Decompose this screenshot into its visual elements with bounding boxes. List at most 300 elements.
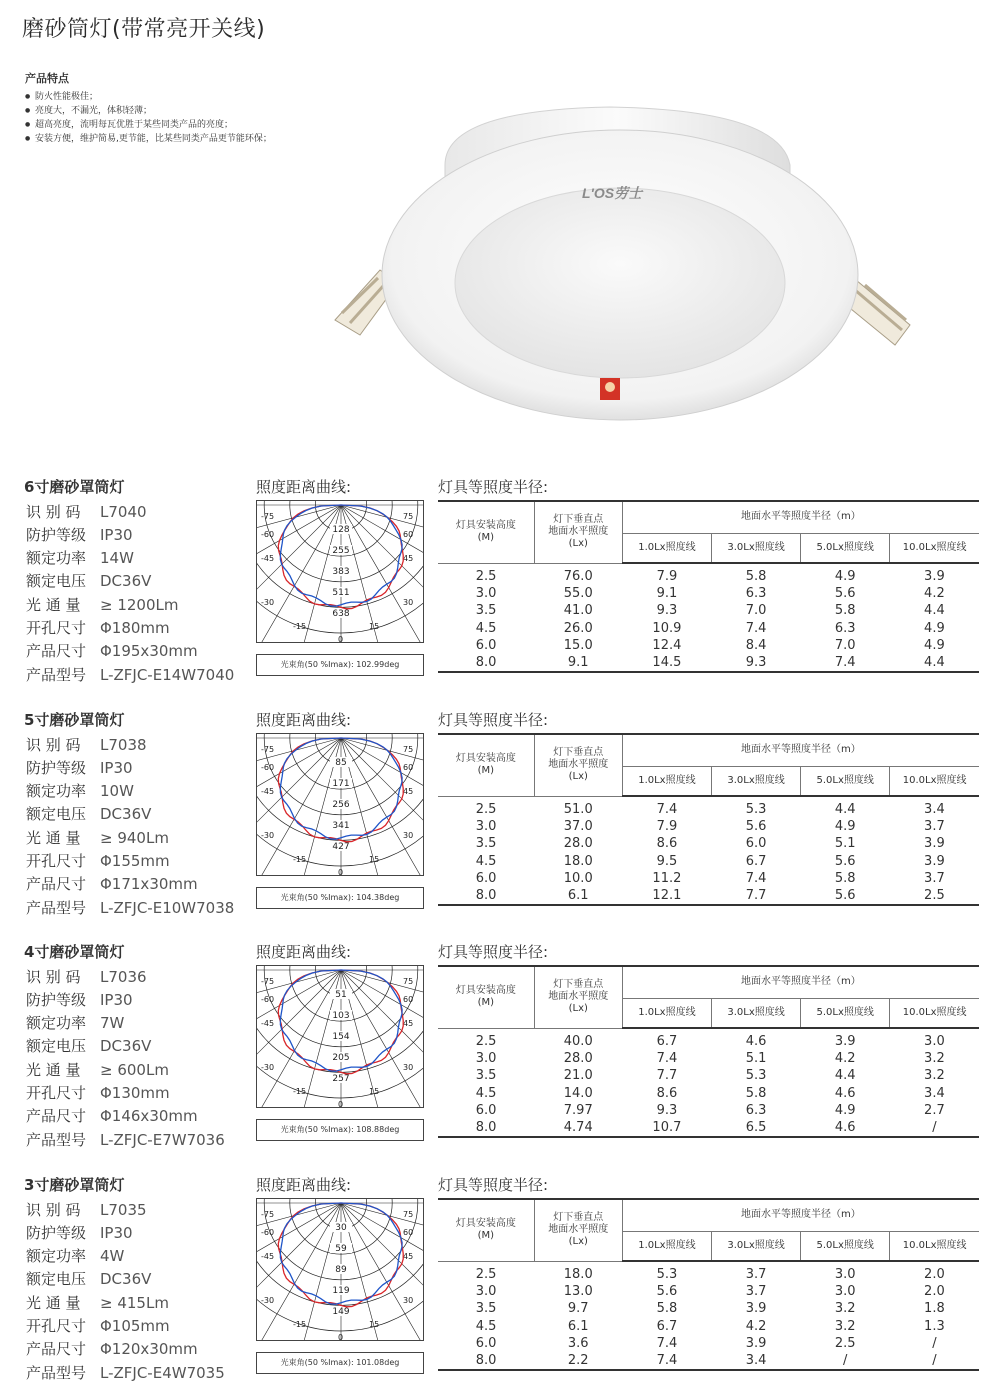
table-cell: 37.0 xyxy=(563,819,593,835)
intensity-label: 85 xyxy=(335,757,347,768)
table-cell: 3.9 xyxy=(745,1336,767,1352)
table-cell: 3.9 xyxy=(834,1034,856,1049)
table-cell: 13.0 xyxy=(563,1284,593,1300)
table-cell: 3.0 xyxy=(475,586,497,602)
table-cell: / xyxy=(932,1336,937,1352)
table-cell: 2.5 xyxy=(890,887,979,905)
spec-flux: 光 通 量 ≥ 600Lm xyxy=(26,1061,169,1079)
intensity-label: 103 xyxy=(332,1010,350,1021)
angle-label: -30 xyxy=(261,831,275,840)
table-cell: 3.2 xyxy=(834,1301,856,1317)
table-cell: 3.5 xyxy=(475,1068,497,1084)
section-title: 6寸磨砂罩筒灯 xyxy=(24,478,125,496)
table-cell: 2.5 xyxy=(834,1336,856,1352)
table-row xyxy=(438,1028,979,1050)
table-cell: 4.4 xyxy=(834,802,856,817)
th-radius: 地面水平等照度半径（m） xyxy=(622,734,979,766)
table-cell: 3.9 xyxy=(745,1301,767,1317)
intensity-label: 119 xyxy=(332,1285,350,1296)
table-cell: 11.2 xyxy=(652,871,682,887)
table-cell: 3.0 xyxy=(834,1284,856,1300)
table-cell: 28.0 xyxy=(563,1051,593,1067)
intensity-label: 256 xyxy=(332,799,350,810)
table-cell: 8.6 xyxy=(656,1085,678,1101)
table-cell: 4.9 xyxy=(834,569,856,584)
table-row xyxy=(438,1300,979,1317)
section-title: 4寸磨砂罩筒灯 xyxy=(24,943,125,961)
angle-label: -75 xyxy=(261,977,275,986)
table-cell: 6.1 xyxy=(534,887,622,905)
table-cell: 28.0 xyxy=(563,836,593,852)
table-row xyxy=(438,620,979,637)
spec-flux: 光 通 量 ≥ 415Lm xyxy=(26,1294,169,1312)
th-r3: 3.0Lx照度线 xyxy=(711,1231,800,1261)
table-cell: 3.6 xyxy=(567,1336,589,1352)
table-cell: 12.4 xyxy=(652,638,682,654)
table-cell: 5.8 xyxy=(656,1301,678,1317)
table-cell: 7.4 xyxy=(656,802,678,817)
polar-curve-chart xyxy=(256,733,424,876)
curve-title: 照度距离曲线: xyxy=(256,1176,352,1194)
spec-flux: 光 通 量 ≥ 940Lm xyxy=(26,829,169,847)
table-cell: 26.0 xyxy=(563,620,593,636)
table-cell: 40.0 xyxy=(563,1033,593,1049)
table-cell: 7.4 xyxy=(656,1051,678,1067)
angle-label: -45 xyxy=(261,1252,275,1261)
table-row xyxy=(438,1318,979,1335)
table-cell: 9.5 xyxy=(656,853,678,869)
table-cell: 2.7 xyxy=(924,1103,945,1119)
angle-label: 0 xyxy=(338,868,344,876)
spec-id: 识 别 码 L7035 xyxy=(26,1201,147,1219)
table-row xyxy=(438,1102,979,1119)
intensity-label: 511 xyxy=(332,587,350,598)
angle-label: 75 xyxy=(403,977,414,986)
table-cell: 3.0 xyxy=(924,1034,945,1049)
th-r3: 3.0Lx照度线 xyxy=(711,533,800,563)
intensity-label: 149 xyxy=(332,1306,350,1317)
th-r5: 5.0Lx照度线 xyxy=(801,1231,890,1261)
table-cell: 3.0 xyxy=(475,1284,497,1300)
table-row xyxy=(438,1283,979,1300)
table-cell: 3.5 xyxy=(475,1301,497,1317)
angle-label: 0 xyxy=(338,1100,344,1108)
table-cell: 3.4 xyxy=(711,1352,800,1370)
table-cell: 6.1 xyxy=(567,1318,589,1334)
spec-model: 产品型号 L-ZFJC-E4W7035 xyxy=(26,1364,225,1382)
spec-model: 产品型号 L-ZFJC-E10W7038 xyxy=(26,899,235,917)
angle-label: 0 xyxy=(338,635,344,643)
th-radius: 地面水平等照度半径（m） xyxy=(622,966,979,998)
polar-curve-chart xyxy=(256,965,424,1108)
th-center-lux: 灯下垂直点 地面水平照度 (Lx) xyxy=(534,1199,622,1261)
table-cell: 5.6 xyxy=(834,853,856,869)
table-cell: 4.2 xyxy=(924,586,945,602)
product-section-3inch xyxy=(0,1174,1000,1400)
table-cell: 7.7 xyxy=(711,887,800,905)
angle-label: -45 xyxy=(261,554,275,563)
table-row xyxy=(438,1067,979,1084)
table-cell: 2.5 xyxy=(475,1266,497,1282)
table-row xyxy=(438,1085,979,1102)
table-cell: 8.6 xyxy=(656,836,678,852)
angle-label: 30 xyxy=(403,598,414,607)
polar-curve-chart xyxy=(256,1198,424,1341)
beam-angle: 光束角(50 %Imax): 101.08deg xyxy=(256,1352,424,1374)
table-cell: 15.0 xyxy=(563,638,593,654)
table-cell: 8.0 xyxy=(438,887,534,905)
th-r5: 5.0Lx照度线 xyxy=(801,533,890,563)
spec-hole: 开孔尺寸 Φ155mm xyxy=(26,852,170,870)
polar-curve-chart xyxy=(256,500,424,643)
angle-label: 15 xyxy=(369,855,380,864)
spec-hole: 开孔尺寸 Φ180mm xyxy=(26,619,170,637)
th-r3: 3.0Lx照度线 xyxy=(711,998,800,1028)
table-cell: 4.9 xyxy=(834,1103,856,1119)
angle-label: -15 xyxy=(293,1320,307,1329)
angle-label: 0 xyxy=(338,1333,344,1341)
table-cell: 4.5 xyxy=(475,853,497,869)
spec-id: 识 别 码 L7038 xyxy=(26,736,147,754)
curve-title: 照度距离曲线: xyxy=(256,711,352,729)
th-center-lux: 灯下垂直点 地面水平照度 (Lx) xyxy=(534,734,622,796)
table-cell: 4.4 xyxy=(834,1068,856,1084)
th-radius: 地面水平等照度半径（m） xyxy=(622,1199,979,1231)
angle-label: 60 xyxy=(403,530,414,539)
table-cell: 10.0 xyxy=(563,871,593,887)
angle-label: 45 xyxy=(403,787,414,796)
table-cell: 5.6 xyxy=(801,887,890,905)
table-cell: 7.4 xyxy=(622,1352,711,1370)
angle-label: -75 xyxy=(261,1210,275,1219)
th-r10: 10.0Lx照度线 xyxy=(890,533,979,563)
th-height: 灯具安装高度 (M) xyxy=(438,734,534,796)
table-cell: 5.6 xyxy=(745,819,767,835)
angle-label: -15 xyxy=(293,622,307,631)
table-cell: 6.7 xyxy=(656,1318,678,1334)
spec-hole: 开孔尺寸 Φ130mm xyxy=(26,1084,170,1102)
angle-label: -60 xyxy=(261,530,275,539)
table-title: 灯具等照度半径: xyxy=(438,478,549,496)
table-cell: 4.4 xyxy=(924,603,945,619)
illuminance-table xyxy=(438,500,979,673)
angle-label: -30 xyxy=(261,598,275,607)
table-cell: 41.0 xyxy=(563,603,593,619)
table-row xyxy=(438,1352,979,1370)
spec-voltage: 额定电压 DC36V xyxy=(26,1270,152,1288)
table-cell: 14.0 xyxy=(563,1085,593,1101)
table-cell: / xyxy=(890,1352,979,1370)
features-title: 产品特点 xyxy=(25,72,69,85)
table-cell: 6.0 xyxy=(475,871,497,887)
table-cell: 5.6 xyxy=(834,586,856,602)
table-cell: 4.74 xyxy=(534,1119,622,1137)
intensity-label: 51 xyxy=(335,989,347,1000)
table-row xyxy=(438,818,979,835)
th-r1: 1.0Lx照度线 xyxy=(622,766,711,796)
th-radius: 地面水平等照度半径（m） xyxy=(622,501,979,533)
table-title: 灯具等照度半径: xyxy=(438,1176,549,1194)
table-cell: 4.9 xyxy=(924,638,945,654)
table-cell: 12.1 xyxy=(622,887,711,905)
table-cell: 5.8 xyxy=(745,569,767,584)
angle-label: 75 xyxy=(403,1210,414,1219)
svg-text:L'OS劳士: L'OS劳士 xyxy=(582,185,643,201)
intensity-label: 257 xyxy=(332,1073,350,1084)
beam-angle: 光束角(50 %Imax): 108.88deg xyxy=(256,1119,424,1141)
spec-id: 识 别 码 L7040 xyxy=(26,503,147,521)
angle-label: -75 xyxy=(261,512,275,521)
table-cell: 8.0 xyxy=(438,1352,534,1370)
feature-item: ● 超高亮度，流明每瓦优胜于某些同类产品的亮度； xyxy=(25,118,272,132)
spec-power: 额定功率 14W xyxy=(26,549,134,567)
table-cell: / xyxy=(890,1119,979,1137)
spec-ip: 防护等级 IP30 xyxy=(26,991,133,1009)
angle-label: 15 xyxy=(369,1087,380,1096)
angle-label: -15 xyxy=(293,1087,307,1096)
angle-label: -60 xyxy=(261,1228,275,1237)
table-cell: 4.5 xyxy=(475,1085,497,1101)
table-cell: 3.9 xyxy=(924,853,945,869)
table-cell: 9.3 xyxy=(656,603,678,619)
angle-label: 45 xyxy=(403,1019,414,1028)
table-cell: 3.7 xyxy=(924,819,945,835)
table-cell: 8.0 xyxy=(438,1119,534,1137)
section-title: 3寸磨砂罩筒灯 xyxy=(24,1176,125,1194)
table-cell: 5.3 xyxy=(745,802,767,817)
angle-label: 45 xyxy=(403,554,414,563)
table-row xyxy=(438,1050,979,1067)
th-r10: 10.0Lx照度线 xyxy=(890,998,979,1028)
table-cell: 3.0 xyxy=(475,1051,497,1067)
spec-power: 额定功率 4W xyxy=(26,1247,125,1265)
beam-angle: 光束角(50 %Imax): 102.99deg xyxy=(256,654,424,676)
table-cell: 6.0 xyxy=(475,638,497,654)
angle-label: -45 xyxy=(261,787,275,796)
table-cell: 51.0 xyxy=(563,801,593,817)
angle-label: -30 xyxy=(261,1063,275,1072)
table-cell: 2.5 xyxy=(475,1033,497,1049)
table-cell: 6.7 xyxy=(745,853,767,869)
table-row xyxy=(438,887,979,905)
features-list xyxy=(25,90,272,146)
table-cell: 8.0 xyxy=(438,654,534,672)
table-cell: 2.2 xyxy=(534,1352,622,1370)
angle-label: -75 xyxy=(261,745,275,754)
table-cell: 10.9 xyxy=(652,620,682,636)
angle-label: 15 xyxy=(369,622,380,631)
th-r5: 5.0Lx照度线 xyxy=(801,998,890,1028)
th-center-lux: 灯下垂直点 地面水平照度 (Lx) xyxy=(534,966,622,1028)
spec-voltage: 额定电压 DC36V xyxy=(26,572,152,590)
table-cell: 55.0 xyxy=(563,586,593,602)
intensity-label: 341 xyxy=(332,820,350,831)
spec-voltage: 额定电压 DC36V xyxy=(26,1037,152,1055)
table-cell: 3.2 xyxy=(924,1051,945,1067)
table-row xyxy=(438,796,979,818)
table-cell: 6.3 xyxy=(745,586,767,602)
intensity-label: 154 xyxy=(332,1031,350,1042)
table-row xyxy=(438,835,979,852)
curve-title: 照度距离曲线: xyxy=(256,943,352,961)
table-cell: 9.1 xyxy=(656,586,678,602)
th-r3: 3.0Lx照度线 xyxy=(711,766,800,796)
table-cell: 6.3 xyxy=(745,1103,767,1119)
spec-model: 产品型号 L-ZFJC-E7W7036 xyxy=(26,1131,225,1149)
spec-ip: 防护等级 IP30 xyxy=(26,1224,133,1242)
table-cell: 5.8 xyxy=(745,1085,767,1101)
th-r1: 1.0Lx照度线 xyxy=(622,998,711,1028)
table-cell: 4.6 xyxy=(834,1085,856,1101)
table-cell: 4.9 xyxy=(924,620,945,636)
spec-hole: 开孔尺寸 Φ105mm xyxy=(26,1317,170,1335)
table-cell: 7.97 xyxy=(563,1103,593,1119)
table-cell: 7.4 xyxy=(656,1336,678,1352)
table-cell: 3.4 xyxy=(924,802,945,817)
table-cell: 4.9 xyxy=(834,819,856,835)
intensity-label: 255 xyxy=(332,545,350,556)
table-cell: 14.5 xyxy=(622,654,711,672)
table-row xyxy=(438,585,979,602)
angle-label: -45 xyxy=(261,1019,275,1028)
table-cell: 3.9 xyxy=(924,836,945,852)
spec-id: 识 别 码 L7036 xyxy=(26,968,147,986)
table-row xyxy=(438,1119,979,1137)
feature-item: ● 安装方便，维护简易,更节能，比某些同类产品更节能环保； xyxy=(25,132,272,146)
spec-flux: 光 通 量 ≥ 1200Lm xyxy=(26,596,179,614)
spec-size: 产品尺寸 Φ120x30mm xyxy=(26,1340,198,1358)
spec-power: 额定功率 7W xyxy=(26,1014,125,1032)
table-cell: 1.8 xyxy=(924,1301,945,1317)
th-center-lux: 灯下垂直点 地面水平照度 (Lx) xyxy=(534,501,622,563)
angle-label: 75 xyxy=(403,512,414,521)
table-cell: 6.0 xyxy=(745,836,767,852)
table-cell: 3.5 xyxy=(475,836,497,852)
table-cell: 4.6 xyxy=(801,1119,890,1137)
angle-label: 75 xyxy=(403,745,414,754)
table-cell: 7.9 xyxy=(656,569,678,584)
intensity-label: 171 xyxy=(332,778,350,789)
intensity-label: 205 xyxy=(332,1052,350,1063)
product-section-4inch xyxy=(0,941,1000,1171)
table-cell: 10.7 xyxy=(622,1119,711,1137)
table-cell: / xyxy=(801,1352,890,1370)
table-cell: 76.0 xyxy=(563,568,593,584)
angle-label: -30 xyxy=(261,1296,275,1305)
table-row xyxy=(438,654,979,672)
table-cell: 3.7 xyxy=(745,1267,767,1282)
intensity-label: 638 xyxy=(332,608,350,619)
table-cell: 3.0 xyxy=(475,819,497,835)
th-r10: 10.0Lx照度线 xyxy=(890,1231,979,1261)
spec-size: 产品尺寸 Φ146x30mm xyxy=(26,1107,198,1125)
table-cell: 21.0 xyxy=(563,1068,593,1084)
table-cell: 6.3 xyxy=(834,620,856,636)
table-title: 灯具等照度半径: xyxy=(438,943,549,961)
table-cell: 3.9 xyxy=(924,569,945,584)
feature-item: ● 防火性能极佳； xyxy=(25,90,272,104)
table-cell: 3.2 xyxy=(924,1068,945,1084)
spec-voltage: 额定电压 DC36V xyxy=(26,805,152,823)
spec-ip: 防护等级 IP30 xyxy=(26,526,133,544)
table-cell: 2.0 xyxy=(924,1284,945,1300)
spec-ip: 防护等级 IP30 xyxy=(26,759,133,777)
product-section-5inch xyxy=(0,709,1000,939)
table-row xyxy=(438,1261,979,1283)
table-cell: 8.4 xyxy=(745,638,767,654)
table-row xyxy=(438,563,979,585)
intensity-label: 30 xyxy=(335,1222,347,1233)
angle-label: -60 xyxy=(261,995,275,1004)
th-r1: 1.0Lx照度线 xyxy=(622,533,711,563)
table-cell: 9.3 xyxy=(711,654,800,672)
table-cell: 18.0 xyxy=(563,853,593,869)
angle-label: 60 xyxy=(403,1228,414,1237)
table-cell: 7.4 xyxy=(801,654,890,672)
table-cell: 2.5 xyxy=(475,801,497,817)
downlight-product-photo xyxy=(320,95,920,425)
table-cell: 3.7 xyxy=(745,1284,767,1300)
table-cell: 7.7 xyxy=(656,1068,678,1084)
table-cell: 4.5 xyxy=(475,1318,497,1334)
table-cell: 4.6 xyxy=(745,1034,767,1049)
table-cell: 3.2 xyxy=(834,1318,856,1334)
table-row xyxy=(438,870,979,887)
table-cell: 9.1 xyxy=(534,654,622,672)
illuminance-table xyxy=(438,1198,979,1371)
table-row xyxy=(438,853,979,870)
th-height: 灯具安装高度 (M) xyxy=(438,966,534,1028)
beam-angle: 光束角(50 %Imax): 104.38deg xyxy=(256,887,424,909)
table-cell: 5.8 xyxy=(834,871,856,887)
table-cell: 3.5 xyxy=(475,603,497,619)
th-height: 灯具安装高度 (M) xyxy=(438,1199,534,1261)
angle-label: 60 xyxy=(403,995,414,1004)
table-cell: 7.4 xyxy=(745,620,767,636)
angle-label: 30 xyxy=(403,1296,414,1305)
spec-size: 产品尺寸 Φ171x30mm xyxy=(26,875,198,893)
table-cell: 5.3 xyxy=(745,1068,767,1084)
table-cell: 6.0 xyxy=(475,1103,497,1119)
table-cell: 6.0 xyxy=(475,1336,497,1352)
table-cell: 7.4 xyxy=(745,871,767,887)
table-cell: 4.4 xyxy=(890,654,979,672)
table-cell: 5.6 xyxy=(656,1284,678,1300)
angle-label: 30 xyxy=(403,1063,414,1072)
table-row xyxy=(438,1335,979,1352)
table-title: 灯具等照度半径: xyxy=(438,711,549,729)
table-cell: 5.8 xyxy=(834,603,856,619)
table-cell: 4.2 xyxy=(834,1051,856,1067)
table-cell: 3.7 xyxy=(924,871,945,887)
angle-label: 30 xyxy=(403,831,414,840)
intensity-label: 383 xyxy=(332,566,350,577)
angle-label: 60 xyxy=(403,763,414,772)
spec-model: 产品型号 L-ZFJC-E14W7040 xyxy=(26,666,235,684)
spec-size: 产品尺寸 Φ195x30mm xyxy=(26,642,198,660)
intensity-label: 427 xyxy=(332,841,350,852)
table-row xyxy=(438,602,979,619)
intensity-label: 128 xyxy=(332,524,350,535)
th-r5: 5.0Lx照度线 xyxy=(801,766,890,796)
intensity-label: 59 xyxy=(335,1243,347,1254)
table-cell: 9.3 xyxy=(656,1103,678,1119)
table-cell: 6.5 xyxy=(711,1119,800,1137)
page-title: 磨砂筒灯(带常亮开关线) xyxy=(22,17,266,42)
th-r1: 1.0Lx照度线 xyxy=(622,1231,711,1261)
feature-item: ● 亮度大，不漏光，体积轻薄； xyxy=(25,104,272,118)
table-cell: 4.2 xyxy=(745,1318,767,1334)
